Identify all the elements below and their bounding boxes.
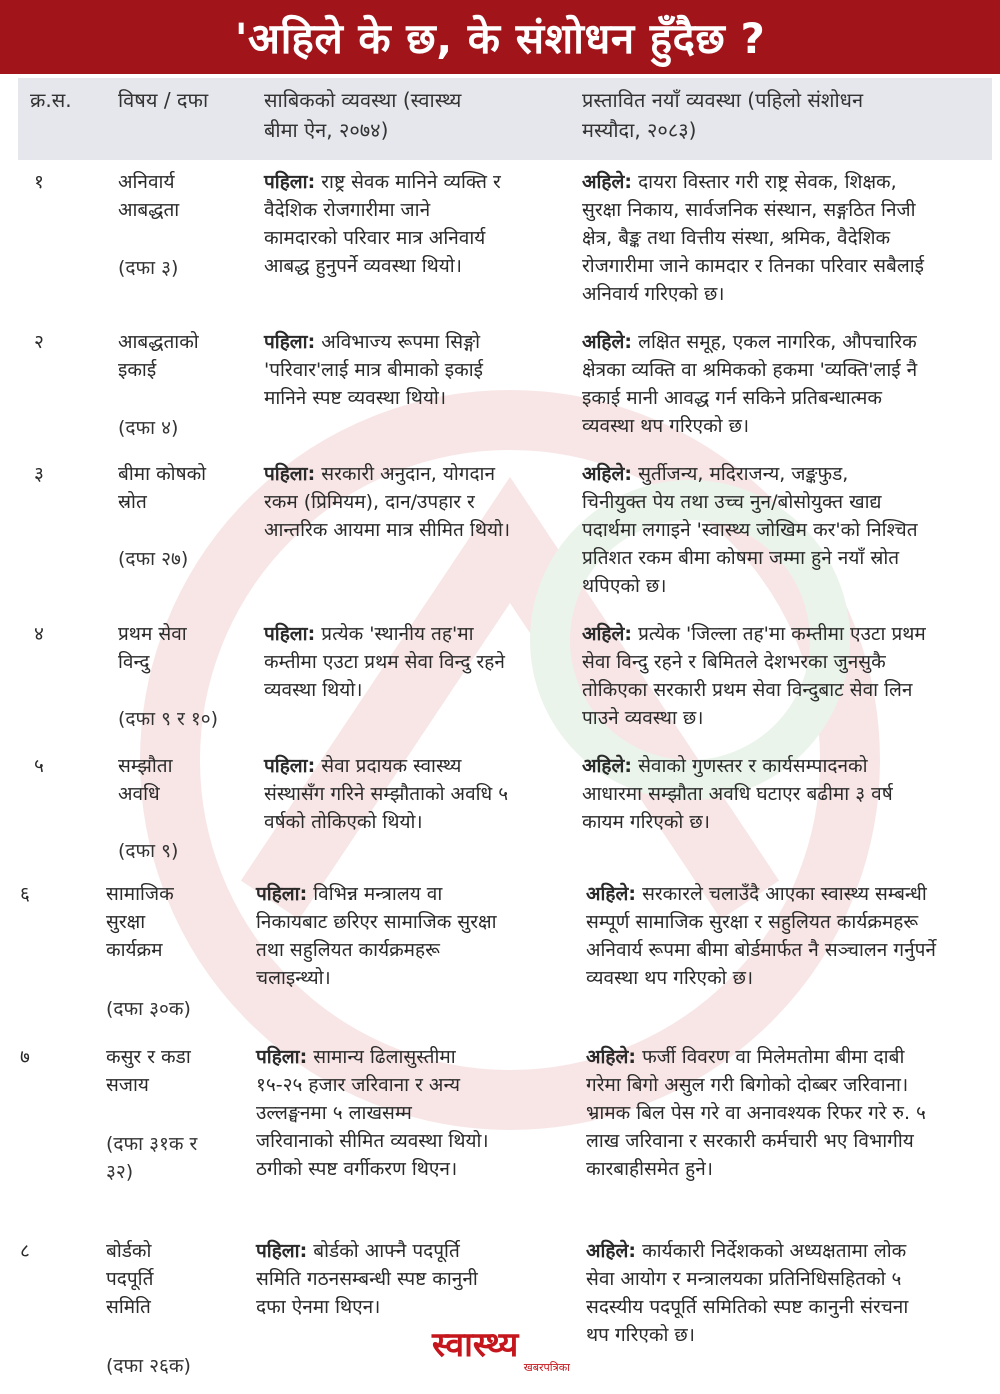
row-sn: ५: [34, 755, 44, 777]
new-prefix: अहिले:: [586, 883, 637, 905]
new-prefix: अहिले:: [582, 331, 633, 353]
new-provision-line: पदार्थमा लगाइने 'स्वास्थ्य जोखिम कर'को निश्चित: [582, 519, 918, 541]
new-provision-line: [586, 1237, 906, 1265]
old-provision-line: मानिने स्पष्ट व्यवस्था थियो।: [264, 387, 447, 409]
new-prefix: अहिले:: [586, 1046, 637, 1068]
new-provision-line: [582, 460, 848, 488]
header-new-line1: प्रस्तावित नयाँ व्यवस्था (पहिलो संशोधन: [582, 88, 864, 112]
row-subject-line: विन्दु: [118, 651, 150, 673]
row-sn: १: [34, 171, 44, 193]
new-provision-line: सम्पूर्ण सामाजिक सुरक्षा र सहुलियत कार्यक्रमहरू: [586, 911, 919, 933]
new-provision-text: सरकारले चलाउँदै आएका स्वास्थ्य सम्बन्धी: [642, 883, 927, 905]
old-provision-line: वर्षको तोकिएको थियो।: [264, 811, 423, 833]
new-provision-text: कार्यकारी निर्देशकको अध्यक्षतामा लोक: [642, 1240, 907, 1262]
old-provision-line: कामदारको परिवार मात्र अनिवार्य: [264, 227, 486, 249]
row-sn: ६: [20, 883, 30, 905]
old-provision-line: व्यवस्था थियो।: [264, 679, 363, 701]
row-sn: ३: [34, 463, 44, 485]
logo-tagline: खबरपत्रिका: [523, 1361, 570, 1374]
old-prefix: पहिला:: [264, 171, 316, 193]
new-provision-line: तोकिएका सरकारी प्रथम सेवा विन्दुबाट सेवा लिन: [582, 679, 913, 701]
row-subject-line: समिति: [106, 1296, 151, 1318]
row-subject-line: बीमा कोषको: [118, 463, 207, 485]
old-provision-text: बोर्डको आफ्नै पदपूर्ति: [313, 1240, 460, 1262]
new-provision-line: व्यवस्था थप गरिएको छ।: [586, 967, 754, 989]
old-provision-line: संस्थासँग गरिने सम्झौताको अवधि ५: [264, 783, 509, 805]
page-title: 'अहिले के छ, के संशोधन हुँदैछ ?: [234, 13, 766, 63]
row-dafa: (दफा ९): [118, 840, 179, 862]
old-provision-line: [264, 752, 461, 780]
new-provision-line: [586, 1043, 904, 1071]
new-provision-line: [582, 168, 897, 196]
new-prefix: अहिले:: [582, 463, 633, 485]
new-provision-text: सुर्तीजन्य, मदिराजन्य, जङ्कफुड,: [638, 463, 849, 485]
row-subject-line: सजाय: [106, 1074, 149, 1096]
old-provision-text: प्रत्येक 'स्थानीय तह'मा: [321, 623, 474, 645]
row-subject-line: अनिवार्य: [118, 171, 175, 193]
new-provision-line: गरेमा बिगो असुल गरी बिगोको दोब्बर जरिवाना।: [586, 1074, 909, 1096]
new-provision-line: सदस्यीय पदपूर्ति समितिको स्पष्ट कानुनी संरचना: [586, 1296, 909, 1318]
new-prefix: अहिले:: [586, 1240, 637, 1262]
new-prefix: अहिले:: [582, 171, 633, 193]
new-provision-line: [582, 620, 926, 648]
row-sn: २: [34, 331, 44, 353]
row-subject-line: इकाई: [118, 359, 157, 381]
new-provision-line: सेवा आयोग र मन्त्रालयका प्रतिनिधिसहितको ५: [586, 1268, 902, 1290]
new-provision-line: क्षेत्र, बैङ्क तथा वित्तीय संस्था, श्रमिक, वैदेशिक: [582, 227, 891, 249]
old-provision-line: चलाइन्थ्यो।: [256, 967, 331, 989]
old-provision-line: १५-२५ हजार जरिवाना र अन्य: [256, 1074, 461, 1096]
old-provision-text: सामान्य ढिलासुस्तीमा: [313, 1046, 456, 1068]
row-dafa: (दफा २७): [118, 548, 189, 570]
new-provision-line: पाउने व्यवस्था छ।: [582, 707, 704, 729]
old-provision-line: [264, 168, 501, 196]
old-prefix: पहिला:: [264, 331, 316, 353]
old-provision-line: [256, 1043, 456, 1071]
new-provision-line: कायम गरिएको छ।: [582, 811, 710, 833]
new-provision-line: सुरक्षा निकाय, सार्वजनिक संस्थान, सङ्गठित निजी: [582, 199, 916, 221]
old-provision-text: सरकारी अनुदान, योगदान: [321, 463, 496, 485]
header-subject: विषय / दफा: [118, 88, 209, 112]
old-provision-line: वैदेशिक रोजगारीमा जाने: [264, 199, 431, 221]
old-provision-text: सेवा प्रदायक स्वास्थ्य: [321, 755, 462, 777]
old-provision-line: [256, 1237, 460, 1265]
header-old-line1: साबिकको व्यवस्था (स्वास्थ्य: [264, 88, 462, 112]
row-subject-line: सामाजिक: [106, 883, 174, 905]
old-prefix: पहिला:: [264, 755, 316, 777]
row-subject-line: सम्झौता: [118, 755, 173, 777]
old-provision-line: कम्तीमा एउटा प्रथम सेवा विन्दु रहने: [264, 651, 505, 673]
row-subject-line: बोर्डको: [106, 1240, 152, 1262]
new-provision-line: [582, 328, 917, 356]
old-provision-text: राष्ट्र सेवक मानिने व्यक्ति र: [321, 171, 501, 193]
new-provision-line: अनिवार्य गरिएको छ।: [582, 283, 725, 305]
old-provision-line: [256, 880, 442, 908]
old-prefix: पहिला:: [256, 1240, 308, 1262]
old-provision-line: तथा सहुलियत कार्यक्रमहरू: [256, 939, 440, 961]
header-new-line2: मस्यौदा, २०८३): [582, 118, 697, 142]
new-provision-line: अनिवार्य रूपमा बीमा बोर्डमार्फत नै सञ्चालन गर्नुपर्ने: [586, 939, 936, 961]
old-provision-line: समिति गठनसम्बन्धी स्पष्ट कानुनी: [256, 1268, 478, 1290]
old-provision-line: [264, 460, 495, 488]
row-subject-line: सुरक्षा: [106, 911, 146, 933]
new-provision-line: [586, 880, 927, 908]
new-provision-line: थपिएको छ।: [582, 575, 667, 597]
new-provision-line: इकाई मानी आवद्ध गर्न सकिने प्रतिबन्धात्मक: [582, 387, 882, 409]
header-sn: क्र.स.: [30, 88, 72, 112]
row-subject-line: कार्यक्रम: [106, 939, 163, 961]
new-provision-line: क्षेत्रका व्यक्ति वा श्रमिकको हकमा 'व्यक्ति'लाई नै: [582, 359, 918, 381]
new-prefix: अहिले:: [582, 623, 633, 645]
row-dafa: (दफा ३०क): [106, 998, 191, 1020]
row-dafa: (दफा ९ र १०): [118, 708, 219, 730]
new-provision-text: सेवाको गुणस्तर र कार्यसम्पादनको: [638, 755, 868, 777]
row-dafa: (दफा ३): [118, 257, 179, 279]
new-provision-line: व्यवस्था थप गरिएको छ।: [582, 415, 750, 437]
row-subject-line: कसुर र कडा: [106, 1046, 191, 1068]
row-sn: ४: [34, 623, 44, 645]
row-subject-line: स्रोत: [118, 491, 147, 513]
new-provision-line: कारबाहीसमेत हुने।: [586, 1158, 713, 1180]
row-subject-line: अवधि: [118, 783, 160, 805]
new-provision-line: [582, 752, 868, 780]
old-provision-text: अविभाज्य रूपमा सिङ्गो: [321, 331, 481, 353]
row-subject-line: आबद्धता: [118, 199, 180, 221]
new-provision-text: फर्जी विवरण वा मिलेमतोमा बीमा दाबी: [642, 1046, 905, 1068]
old-prefix: पहिला:: [264, 623, 316, 645]
title-banner: [0, 0, 1000, 74]
row-subject-line: पदपूर्ति: [106, 1268, 154, 1290]
logo-wordmark: स्वास्थ्य: [432, 1325, 519, 1365]
new-provision-line: चिनीयुक्त पेय तथा उच्च नुन/बोसोयुक्त खाद्य: [582, 491, 882, 513]
new-provision-line: थप गरिएको छ।: [586, 1324, 695, 1346]
row-dafa: (दफा २६क): [106, 1355, 191, 1377]
new-provision-line: रोजगारीमा जाने कामदार र तिनका परिवार सबैलाई: [582, 255, 924, 277]
old-prefix: पहिला:: [256, 1046, 308, 1068]
old-provision-line: रकम (प्रिमियम), दान/उपहार र: [264, 491, 475, 513]
old-provision-line: ठगीको स्पष्ट वर्गीकरण थिएन।: [256, 1158, 458, 1180]
row-subject-line: प्रथम सेवा: [118, 623, 187, 645]
new-provision-line: प्रतिशत रकम बीमा कोषमा जम्मा हुने नयाँ स्रोत: [582, 547, 900, 569]
old-prefix: पहिला:: [264, 463, 316, 485]
old-provision-line: दफा ऐनमा थिएन।: [256, 1296, 381, 1318]
old-provision-line: [264, 620, 474, 648]
new-provision-text: दायरा विस्तार गरी राष्ट्र सेवक, शिक्षक,: [638, 171, 897, 193]
row-sn: ८: [20, 1240, 30, 1262]
row-dafa: (दफा ४): [118, 417, 179, 439]
new-provision-line: लाख जरिवाना र सरकारी कर्मचारी भए विभागीय: [586, 1130, 914, 1152]
header-old-line2: बीमा ऐन, २०७४): [264, 118, 389, 142]
new-provision-line: सेवा विन्दु रहने र बिमितले देशभरका जुनसुकै: [582, 651, 886, 673]
row-sn: ७: [20, 1046, 30, 1068]
new-provision-text: प्रत्येक 'जिल्ला तह'मा कम्तीमा एउटा प्रथम: [638, 623, 926, 645]
publisher-logo: [432, 1320, 572, 1376]
old-prefix: पहिला:: [256, 883, 308, 905]
old-provision-line: 'परिवार'लाई मात्र बीमाको इकाई: [264, 359, 483, 381]
old-provision-line: उल्लङ्घनमा ५ लाखसम्म: [256, 1102, 412, 1124]
row-dafa: ३२): [106, 1161, 134, 1183]
old-provision-line: आन्तरिक आयमा मात्र सीमित थियो।: [264, 519, 511, 541]
old-provision-line: निकायबाट छरिएर सामाजिक सुरक्षा: [256, 911, 497, 933]
old-provision-line: [264, 328, 480, 356]
old-provision-text: विभिन्न मन्त्रालय वा: [313, 883, 443, 905]
new-prefix: अहिले:: [582, 755, 633, 777]
row-subject-line: आबद्धताको: [118, 331, 199, 353]
row-dafa: (दफा ३१क र: [106, 1133, 198, 1155]
new-provision-line: भ्रामक बिल पेस गरे वा अनावश्यक रिफर गरे रु. ५: [586, 1102, 926, 1124]
old-provision-line: आबद्ध हुनुपर्ने व्यवस्था थियो।: [264, 255, 462, 277]
new-provision-line: आधारमा सम्झौता अवधि घटाएर बढीमा ३ वर्ष: [582, 783, 893, 805]
new-provision-text: लक्षित समूह, एकल नागरिक, औपचारिक: [638, 331, 917, 353]
old-provision-line: जरिवानाको सीमित व्यवस्था थियो।: [256, 1130, 489, 1152]
